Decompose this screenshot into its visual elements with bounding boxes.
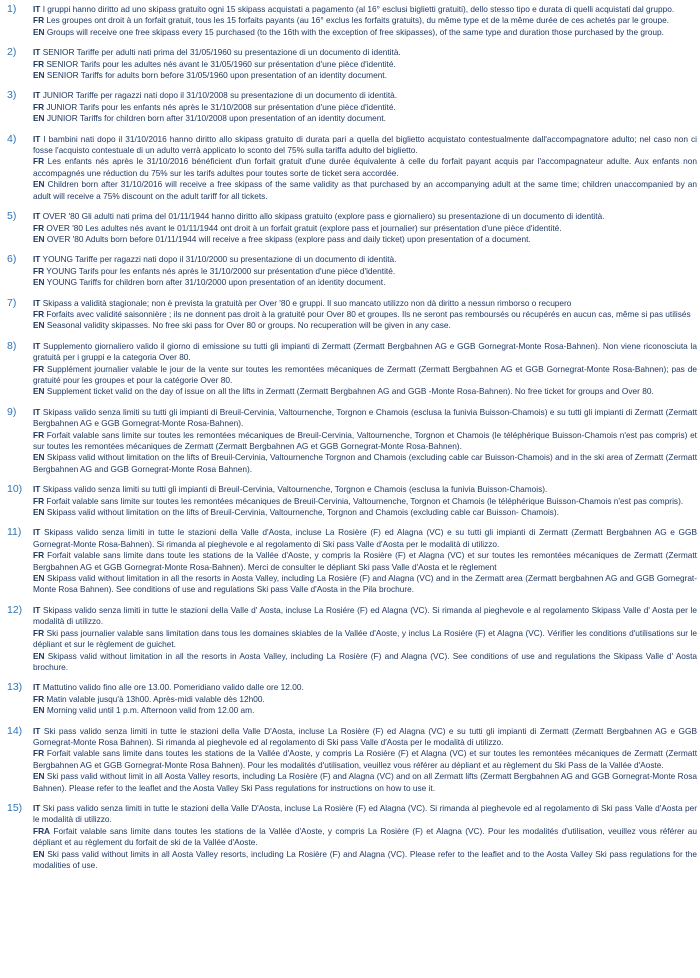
paragraph-text: YOUNG Tariffe per ragazzi nati dopo il 31/10/2000 su presentazione di un documento di identità. [42, 254, 397, 265]
paragraph-en [33, 113, 697, 124]
paragraph-text: Mattutino valido fino alle ore 13.00. Pomeridiano valido dalle ore 12.00. [42, 682, 304, 693]
item-content [33, 254, 697, 288]
terms-list [0, 4, 697, 871]
paragraph-fr [33, 15, 697, 26]
list-item [0, 407, 697, 475]
list-item [0, 211, 697, 245]
item-number: 4) [7, 132, 17, 145]
paragraph-text: Les enfants nés après le 31/10/2016 bénéficient d'un forfait gratuit d'une durée équivalente à celle du forfait payant acquis par l'accompagnateur adulte. Aux enfants non accompagnés une réduction du 75% sur les tarifs adultes pour toutes sorte de ticket sera accordée. [33, 156, 698, 178]
language-tag: EN [33, 179, 45, 190]
paragraph-it [33, 4, 697, 15]
paragraph-text: Forfait valable sans limite dans toutes les stations de la Vallée d'Aoste, y compris La Rosière (F) et Alagna (VC) et sur toutes les remontées mécaniques de Zermatt (Zermatt Bergbahnen AG et GGB Gornegrat-Monte Rosa Bahnen). Pour les modalités d'utilisation, veuillez vous référer au dépliant et au règlement du Ski Pass de la Vallée d'Aoste. [33, 748, 697, 770]
paragraph-fr [33, 628, 697, 651]
paragraph-it [33, 527, 697, 550]
language-tag: IT [33, 211, 41, 222]
paragraph-en [33, 234, 697, 245]
paragraph-text: JUNIOR Tarifs pour les enfants nés après le 31/10/2008 sur présentation d'une pièce d'identité. [46, 101, 396, 112]
paragraph-text: Skipass valid without limitation on the lifts of Breuil-Cervinia, Valtournenche, Torgnon and Chamois (excluding cable car Buisson- Chamois). [46, 507, 559, 518]
language-tag: EN [33, 320, 45, 331]
item-number: 7) [7, 296, 17, 309]
paragraph-text: Skipass valido senza limiti su tutti gli impianti di Breuil-Cervinia, Valtournenche, Torgnon e Chamois (esclusa la funivia Buisson-Chamois). [42, 484, 548, 495]
item-number: 13) [7, 681, 23, 694]
paragraph-text: SENIOR Tariffe per adulti nati prima del 31/05/1960 su presentazione di un documento di identità. [42, 47, 401, 58]
language-tag: FR [33, 222, 45, 233]
language-tag: EN [33, 26, 45, 37]
list-item [0, 298, 697, 332]
paragraph-text: Supplemento giornaliero valido il giorno di emissione su tutti gli impianti di Zermatt (Zermatt Bergbahnen AG e GGB Gornegrat-Monte Rosa-Bahnen). Non viene riconosciuta la gratuità per i gruppi e la categoria Over 80. [33, 340, 697, 363]
paragraph-fr [33, 223, 697, 234]
paragraph-fr [33, 550, 697, 573]
paragraph-text: Supplement ticket valid on the day of issue on all the lifts in Zermatt (Zermatt Bergbahnen AG and GGB -Monte Rosa-Bahnen). No free ticket for groups and Over 80. [46, 386, 654, 397]
paragraph-fr [33, 748, 697, 771]
language-tag: IT [33, 47, 41, 58]
language-tag: FR [33, 748, 45, 759]
language-tag: FR [33, 265, 45, 276]
paragraph-text: I bambini nati dopo il 31/10/2016 hanno diritto allo skipass gratuito di durata pari a quella del biglietto acquistato contestualmente dall'accompagnatore adulto; nel caso non ci fosse l'acquisto contestuale di un adulto verrà applicato lo sconto del 75% sulla tariffa adulto del biglietto. [33, 133, 697, 156]
paragraph-it [33, 134, 697, 157]
paragraph-text: Skipass valid without limitation in all the resorts in Aosta Valley, including La Rosière (F) and Alagna (VC) and in the Zermatt area (Zermatt bergbahnen AG and GGB Gornegrat-Monte Rosa Bahnen). See conditions of use and regulations Ski pass Valle d'Aosta in the Pila brochure. [33, 573, 698, 595]
item-content [33, 803, 697, 871]
list-item [0, 605, 697, 673]
paragraph-text: Groups will receive one free skipass every 15 purchased (to the 16th with the exception of free skipasses), of the same type and duration those purchased by the group. [46, 26, 664, 37]
language-tag: FRA [33, 825, 51, 836]
paragraph-it [33, 341, 697, 364]
paragraph-text: Forfait valable sans limite dans toute les stations de la Vallée d'Aoste, y compris la Rosière (F) et Alagna (VC) et sur toutes les remontées mécaniques de Zermatt (Zermatt Bergbahnen AG et GGB Gornegrat-Monte Rosa-Bahnen). Merci de consulter le dépliant Ski pass Valle d'Aosta et le règlement [33, 550, 697, 572]
language-tag: FR [33, 627, 45, 638]
paragraph-text: Ski pass valid without limit in all Aosta Valley resorts, including La Rosière (F) and Alagna (VC) and on all Zermatt lifts (Zermatt Bergbahnen AG and GGB Gornegrat-Monte Rosa Bahnen). Please refer to the leaflet and the Aosta Valley Ski Pass regulations for instructions on how to use it. [33, 771, 697, 793]
language-tag: FR [33, 495, 45, 506]
language-tag: EN [33, 233, 45, 244]
list-item [0, 4, 697, 38]
language-tag: IT [33, 406, 41, 417]
language-tag: FR [33, 156, 45, 167]
paragraph-en [33, 277, 697, 288]
paragraph-text: JUNIOR Tariffe per ragazzi nati dopo il 31/10/2008 su presentazione di un documento di identità. [42, 90, 398, 101]
paragraph-text: Skipass valid without limitation in all the resorts in Aosta Valley, including La Rosière (F) and Alagna (VC). See conditions of use and regulations the Skipass Valle d' Aosta brochure. [33, 650, 697, 672]
paragraph-text: SENIOR Tariffs for adults born before 31/05/1960 upon presentation of an identity document. [46, 70, 387, 81]
language-tag: EN [33, 386, 45, 397]
paragraph-text: Children born after 31/10/2016 will receive a free skipass of the same validity as that purchased by an accompanying adult at the same time; children unaccompanied by an adult will receive a 75% discount on the adult tariff for all tickets. [33, 179, 697, 201]
item-content [33, 726, 697, 794]
list-item [0, 134, 697, 202]
paragraph-text: SENIOR Tarifs pour les adultes nés avant le 31/05/1960 sur présentation d'une pièce d'identité. [46, 58, 396, 69]
item-content [33, 407, 697, 475]
language-tag: FR [33, 550, 45, 561]
language-tag: EN [33, 452, 45, 463]
language-tag: IT [33, 802, 41, 813]
list-item [0, 682, 697, 716]
paragraph-en [33, 651, 697, 674]
paragraph-en [33, 70, 697, 81]
paragraph-it [33, 803, 697, 826]
list-item [0, 47, 697, 81]
paragraph-it [33, 90, 697, 101]
item-content [33, 4, 697, 38]
paragraph-fr [33, 266, 697, 277]
paragraph-text: Matin valable jusqu'à 13h00. Après-midi valable dès 12h00. [46, 693, 265, 704]
paragraph-text: Ski pass valido senza limiti in tutte le stazioni della Valle D'Aosta, incluse La Rosière (F) ed Alagna (VC). Si rimanda al pieghevole ed al regolamento di Ski pass Valle d'Aosta per le modalità di utilizzo. [33, 802, 697, 825]
paragraph-fr [33, 496, 697, 507]
language-tag: IT [33, 725, 41, 736]
paragraph-text: OVER '80 Gli adulti nati prima del 01/11/1944 hanno diritto allo skipass gratuito (explore pass e giornaliero) su presentazione di un documento di identità. [42, 211, 605, 222]
list-item [0, 726, 697, 794]
paragraph-en [33, 705, 697, 716]
language-tag: IT [33, 340, 41, 351]
item-number: 9) [7, 405, 17, 418]
language-tag: EN [33, 277, 45, 288]
paragraph-text: Forfait valable sans limite dans toutes les stations de la Vallée d'Aoste, y compris La Rosière (F) et Alagna (VC). Pour les modalités d'utilisation, veuillez vous référer au dépliant et au règlement du forfait de ski de la Vallée d'Aoste. [33, 825, 697, 848]
item-number: 15) [7, 801, 23, 814]
paragraph-en [33, 179, 697, 202]
paragraph-text: Ski pass valido senza limiti in tutte le stazioni della Valle D'Aosta, incluse La Rosière (F) ed Alagna (VC) e su tutti gli impianti di Zermatt (Zermatt Bergbahnen AG e GGB Gornegrat-Monte Rosa Bahnen). Si rimanda al pieghevole ed al regolamento di Ski pass Valle d'Aosta per le modalità di utilizzo. [33, 725, 697, 747]
item-content [33, 47, 697, 81]
item-content [33, 298, 697, 332]
paragraph-text: Skipass valid without limitation on the lifts of Breuil-Cervinia, Valtournenche Torgnon and Chamois (excluding cable car Buisson-Chamois) and in the ski area of Zermatt (Zermatt Bergbahnen AG and GGB Gornegrat-Monte Rosa Bahnen). [33, 452, 697, 474]
language-tag: FR [33, 308, 45, 319]
list-item [0, 803, 697, 871]
language-tag: EN [33, 650, 45, 661]
paragraph-text: Skipass valido senza limiti in tutte le stazioni della Valle d' Aosta, incluse La Rosiére (F) ed Alagna (VC). Si rimanda al pieghevole e al regolamento Skipass Valle d' Aosta per le modalità di utilizzo. [33, 604, 697, 627]
item-number: 6) [7, 253, 17, 266]
item-content [33, 605, 697, 673]
item-number: 11) [7, 526, 22, 539]
paragraph-fr [33, 156, 697, 179]
paragraph-fr [33, 364, 697, 387]
language-tag: IT [33, 297, 41, 308]
language-tag: EN [33, 848, 45, 859]
paragraph-fr [33, 59, 697, 70]
language-tag: EN [33, 771, 45, 782]
language-tag: FR [33, 15, 45, 26]
item-number: 12) [7, 603, 23, 616]
paragraph-en [33, 320, 697, 331]
paragraph-text: Skipass valido senza limiti in tutte le stazioni della Valle d'Aosta, incluse La Rosière (F) ed Alagna (VC) e su tutti gli impianti di Zermatt (Zermatt Bergbahnen AG e GGB Gornegrat-Monte Rosa-Bahnen). Si rimanda al pieghevole e al regolamento di Ski pass Valle d'Aosta per le modalità di utilizzo. [33, 527, 697, 549]
language-tag: IT [33, 4, 41, 14]
paragraph-text: Ski pass valid without limits in all Aosta Valley resorts, including La Rosière (F) and Alagna (VC). Please refer to the leaflet and to the Aosta Valley Ski pass regulations for the modalities of use. [33, 848, 697, 870]
paragraph-fr [33, 430, 697, 453]
language-tag: IT [33, 527, 41, 538]
language-tag: EN [33, 705, 45, 716]
paragraph-en [33, 507, 697, 518]
paragraph-text: OVER '80 Les adultes nés avant le 01/11/1944 ont droit à un forfait gratuit (explore pass et journalier) sur présentation d'une pièce d'identité. [46, 222, 562, 233]
list-item [0, 254, 697, 288]
language-tag: EN [33, 113, 45, 124]
item-content [33, 484, 697, 518]
paragraph-it [33, 47, 697, 58]
paragraph-text: Morning valid until 1 p.m. Afternoon valid from 12.00 am. [46, 705, 255, 716]
item-number: 8) [7, 339, 17, 352]
paragraph-en [33, 849, 697, 872]
paragraph-en [33, 386, 697, 397]
paragraph-text: JUNIOR Tariffs for children born after 31/10/2008 upon presentation of an identity document. [46, 113, 386, 124]
item-content [33, 90, 697, 124]
paragraph-text: YOUNG Tarifs pour les enfants nés après le 31/10/2000 sur présentation d'une pièce d'identité. [46, 265, 396, 276]
paragraph-it [33, 484, 697, 495]
paragraph-text: Forfait valable sans limite sur toutes les remontées mécaniques de Breuil-Cervinia, Valtournenche, Torgnon et Chamois (le téléphérique Buisson-Chamois n'est pas compris) et sur toutes les remontées mécaniques de Zermatt (Zermatt Bergbahnen AG et GGB Gornegrat-Monte Rosa-Bahnen). [33, 429, 697, 451]
language-tag: EN [33, 70, 45, 81]
item-content [33, 341, 697, 398]
language-tag: FR [33, 429, 45, 440]
language-tag: IT [33, 484, 41, 495]
item-content [33, 682, 697, 716]
list-item [0, 527, 697, 595]
paragraph-text: Skipass valido senza limiti su tutti gli impianti di Breuil-Cervinia, Valtournenche, Torgnon e Chamois (esclusa la funivia Buisson-Chamois) e su tutti gli impianti di Zermatt (Zermatt Bergbahnen AG e GGB Gornegrat-Monte Rosa-Bahnen). [33, 406, 698, 429]
paragraph-text: Forfait valable sans limite sur toutes les remontées mécaniques de Breuil-Cervinia, Valtournenche, Torgnon et Chamois (le téléphérique Buisson-Chamois n'est pas compris). [46, 495, 684, 506]
item-content [33, 211, 697, 245]
paragraph-fr [33, 694, 697, 705]
paragraph-en [33, 771, 697, 794]
paragraph-fr [33, 102, 697, 113]
item-content [33, 527, 697, 595]
item-number: 2) [7, 46, 17, 59]
paragraph-text: I gruppi hanno diritto ad uno skipass gratuito ogni 15 skipass acquistati a pagamento (al 16° esclusi biglietti gratuiti), dello stesso tipo e durata di quelli acquistati dal gruppo. [42, 4, 675, 14]
paragraph-fr [33, 309, 697, 320]
language-tag: FR [33, 693, 45, 704]
paragraph-it [33, 298, 697, 309]
language-tag: FR [33, 363, 45, 374]
language-tag: IT [33, 254, 41, 265]
language-tag: IT [33, 133, 41, 144]
paragraph-text: Supplément journalier valable le jour de la vente sur toutes les remontées mécaniques de Zermatt (Zermatt Bergbahnen AG et GGB Gornegrat-Monte Rosa-Bahnen); pas de gratuité pour les groupes et pour la catégorie Over 80. [33, 363, 697, 385]
paragraph-it [33, 211, 697, 222]
list-item [0, 90, 697, 124]
language-tag: IT [33, 682, 41, 693]
item-number: 14) [7, 724, 23, 737]
paragraph-text: OVER '80 Adults born before 01/11/1944 will receive a free skipass (explore pass and daily ticket) upon presentation of a document. [46, 233, 531, 244]
language-tag: EN [33, 507, 45, 518]
paragraph-text: Ski pass journalier valable sans limitation dans tous les domaines skiables de la Vallée d'Aoste, y inclus La Rosiére (F) et Alagna (VC). Vérifier les conditions d'utilisations sur le dépliant et sur le règlement de guichet. [33, 627, 698, 650]
paragraph-text: Les groupes ont droit à un forfait gratuit, tous les 15 forfaits payants (au 16° exclus les forfaits gratuits), du même type et de la même durée de ces achetés par le groupe. [46, 15, 670, 26]
item-number: 3) [7, 89, 17, 102]
paragraph-text: Forfaits avec validité saisonnière ; ils ne donnent pas droit à la gratuité pour Over 80 et groupes. Ils ne seront pas remboursés ou récupérés en aucun cas, même si pas utilisés [46, 308, 691, 319]
paragraph-en [33, 452, 697, 475]
language-tag: IT [33, 90, 41, 101]
paragraph-text: Seasonal validity skipasses. No free ski pass for Over 80 or groups. No recuperation will be given in any case. [46, 320, 451, 331]
language-tag: EN [33, 573, 45, 584]
language-tag: FR [33, 101, 45, 112]
paragraph-it [33, 407, 697, 430]
paragraph-it [33, 254, 697, 265]
paragraph-text: YOUNG Tariffs for children born after 31/10/2000 upon presentation of an identity document. [46, 277, 386, 288]
paragraph-text: Skipass a validità stagionale; non è prevista la gratuità per Over '80 e gruppi. Il suo mancato utilizzo non dà diritto a nessun rimborso o recupero [42, 297, 572, 308]
item-number: 1) [7, 3, 17, 15]
paragraph-en [33, 27, 697, 38]
paragraph-it [33, 682, 697, 693]
paragraph-fra [33, 826, 697, 849]
list-item [0, 484, 697, 518]
language-tag: FR [33, 58, 45, 69]
paragraph-it [33, 726, 697, 749]
item-number: 10) [7, 483, 23, 496]
paragraph-it [33, 605, 697, 628]
list-item [0, 341, 697, 398]
language-tag: IT [33, 604, 41, 615]
item-content [33, 134, 697, 202]
item-number: 5) [7, 210, 17, 223]
paragraph-en [33, 573, 697, 596]
